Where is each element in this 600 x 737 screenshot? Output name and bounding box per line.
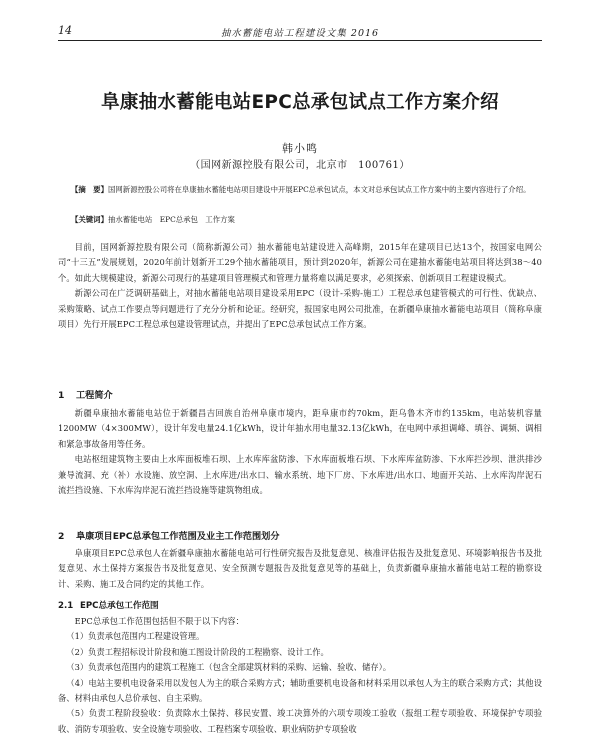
section-1-heading (58, 387, 542, 401)
intro-paragraph: 目前，国网新源控股有限公司（简称新源公司）抽水蓄能电站建设进入高峰期，2015年在建项目已达13个，按国家电网公司“十三五”发展规划，2020年前计划新开工29个抽水蓄能项目，预计到2020年，新源公司在建抽水蓄能电站项目将达到38～40个。如此大规模建设，新源公司现行的基建项目管理模式和管理力量将难以满足要求，必须探索、创新项目工程建设模式。 (58, 242, 542, 283)
body-paragraph: EPC总承包工作范围包括但不限于以下内容： (74, 616, 245, 626)
intro (58, 240, 542, 332)
article-title: 阜康抽水蓄能电站EPC总承包试点工作方案介绍 (101, 92, 499, 113)
abstract-text: 国网新源控股公司将在阜康抽水蓄能电站项目建设中开展EPC总承包试点，本文对总承包试点工作方案中的主要内容进行了介绍。 (107, 185, 531, 194)
page-number: 14 (58, 24, 72, 37)
section-title: 阜康项目EPC总承包工作范围及业主工作范围划分 (76, 531, 280, 542)
subsection-2-1-heading (58, 599, 542, 611)
body-paragraph: 阜康项目EPC总承包人在新疆阜康抽水蓄能电站可行性研究报告及批复意见、核准评估报告及批复意见、环境影响报告书及批复意见、水土保持方案报告书及批复意见、安全预测专题报告及批复意见等的基础上，负责新疆阜康抽水蓄能电站工程的勘察设计、采购、施工及合同约定的其他工作。 (58, 548, 542, 589)
keywords (71, 214, 536, 226)
section-number: 2 (58, 531, 65, 542)
body-paragraph: 新疆阜康抽水蓄能电站位于新疆昌吉回族自治州阜康市境内，距阜康市约70km，距乌鲁木齐市约135km，电站装机容量1200MW（4×300MW），设计年发电量24.1亿kWh，设计年抽水用电量32.13亿kWh，在电网中承担调峰、填谷、调频、调相和紧急事故备用等任务。 (58, 408, 542, 449)
list-item: （4）电站主要机电设备采用以发包人为主的联合采购方式；辅助重要机电设备和材料采用以承包人为主的联合采购方式；其他设备、材料由承包人总价承包、自主采购。 (58, 677, 542, 704)
list-item: （2）负责工程招标设计阶段和施工图设计阶段的工程勘察、设计工作。 (66, 646, 329, 657)
body-paragraph: 电站枢纽建筑物主要由上水库面板堆石坝、上水库库盆防渗、下水库面板堆石坝、下水库库盆防渗、下水库拦沙坝、泄洪排沙兼导流洞、充（补）水设施、放空洞、上水库进/出水口、输水系统、地下厂房、下水库进/出水口、地面开关站、上水库沟岸泥石流拦挡设施、下水库沟岸泥石流拦挡设施等建筑物组成。 (58, 454, 542, 496)
section-number: 1 (58, 390, 65, 401)
journal-name: 抽水蓄能电站工程建设文集 2016 (220, 28, 380, 39)
list-item: （3）负责承包范围内的建筑工程施工（包含全部建筑材料的采购、运输、验收、储存）。 (66, 662, 392, 673)
section-1-body (58, 406, 542, 498)
subsection-2-1-body (58, 614, 542, 737)
keywords-text: 抽水蓄能电站 EPC总承包 工作方案 (107, 215, 235, 224)
affiliation: （国网新源控股有限公司，北京市 100761） (190, 160, 410, 171)
abstract-label: 【摘 要】 (71, 185, 108, 194)
running-header (58, 24, 542, 41)
abstract (71, 182, 536, 197)
list-item: （1）负责承包范围内工程建设管理。 (66, 631, 205, 642)
list-item: （5）负责工程阶段验收：负责除水土保持、移民安置、竣工决算外的六项专项竣工验收（报组工程专项验收、环境保护专项验收、消防专项验收、安全设施专项验收、工程档案专项验收、职业病防护专项验收 (58, 708, 542, 734)
subsection-number: 2.1 (58, 601, 74, 611)
keywords-label: 【关键词】 (71, 215, 108, 224)
author: 韩小鸣 (282, 142, 318, 155)
section-2-heading (58, 528, 542, 542)
intro-paragraph: 新源公司在广泛调研基础上，对抽水蓄能电站项目建设采用EPC（设计-采购-施工）工程总承包建管模式的可行性、优缺点、采购策略、试点工作要点等问题进行了充分分析和论证。经研究，报国家电网公司批准，在新疆阜康抽水蓄能电站项目（简称阜康项目）先行开展EPC工程总承包建设管理试点，并提出了EPC总承包试点工作方案。 (58, 288, 542, 330)
section-2-body (58, 546, 542, 592)
section-title: 工程简介 (76, 390, 113, 401)
subsection-title: EPC总承包工作范围 (80, 601, 159, 611)
